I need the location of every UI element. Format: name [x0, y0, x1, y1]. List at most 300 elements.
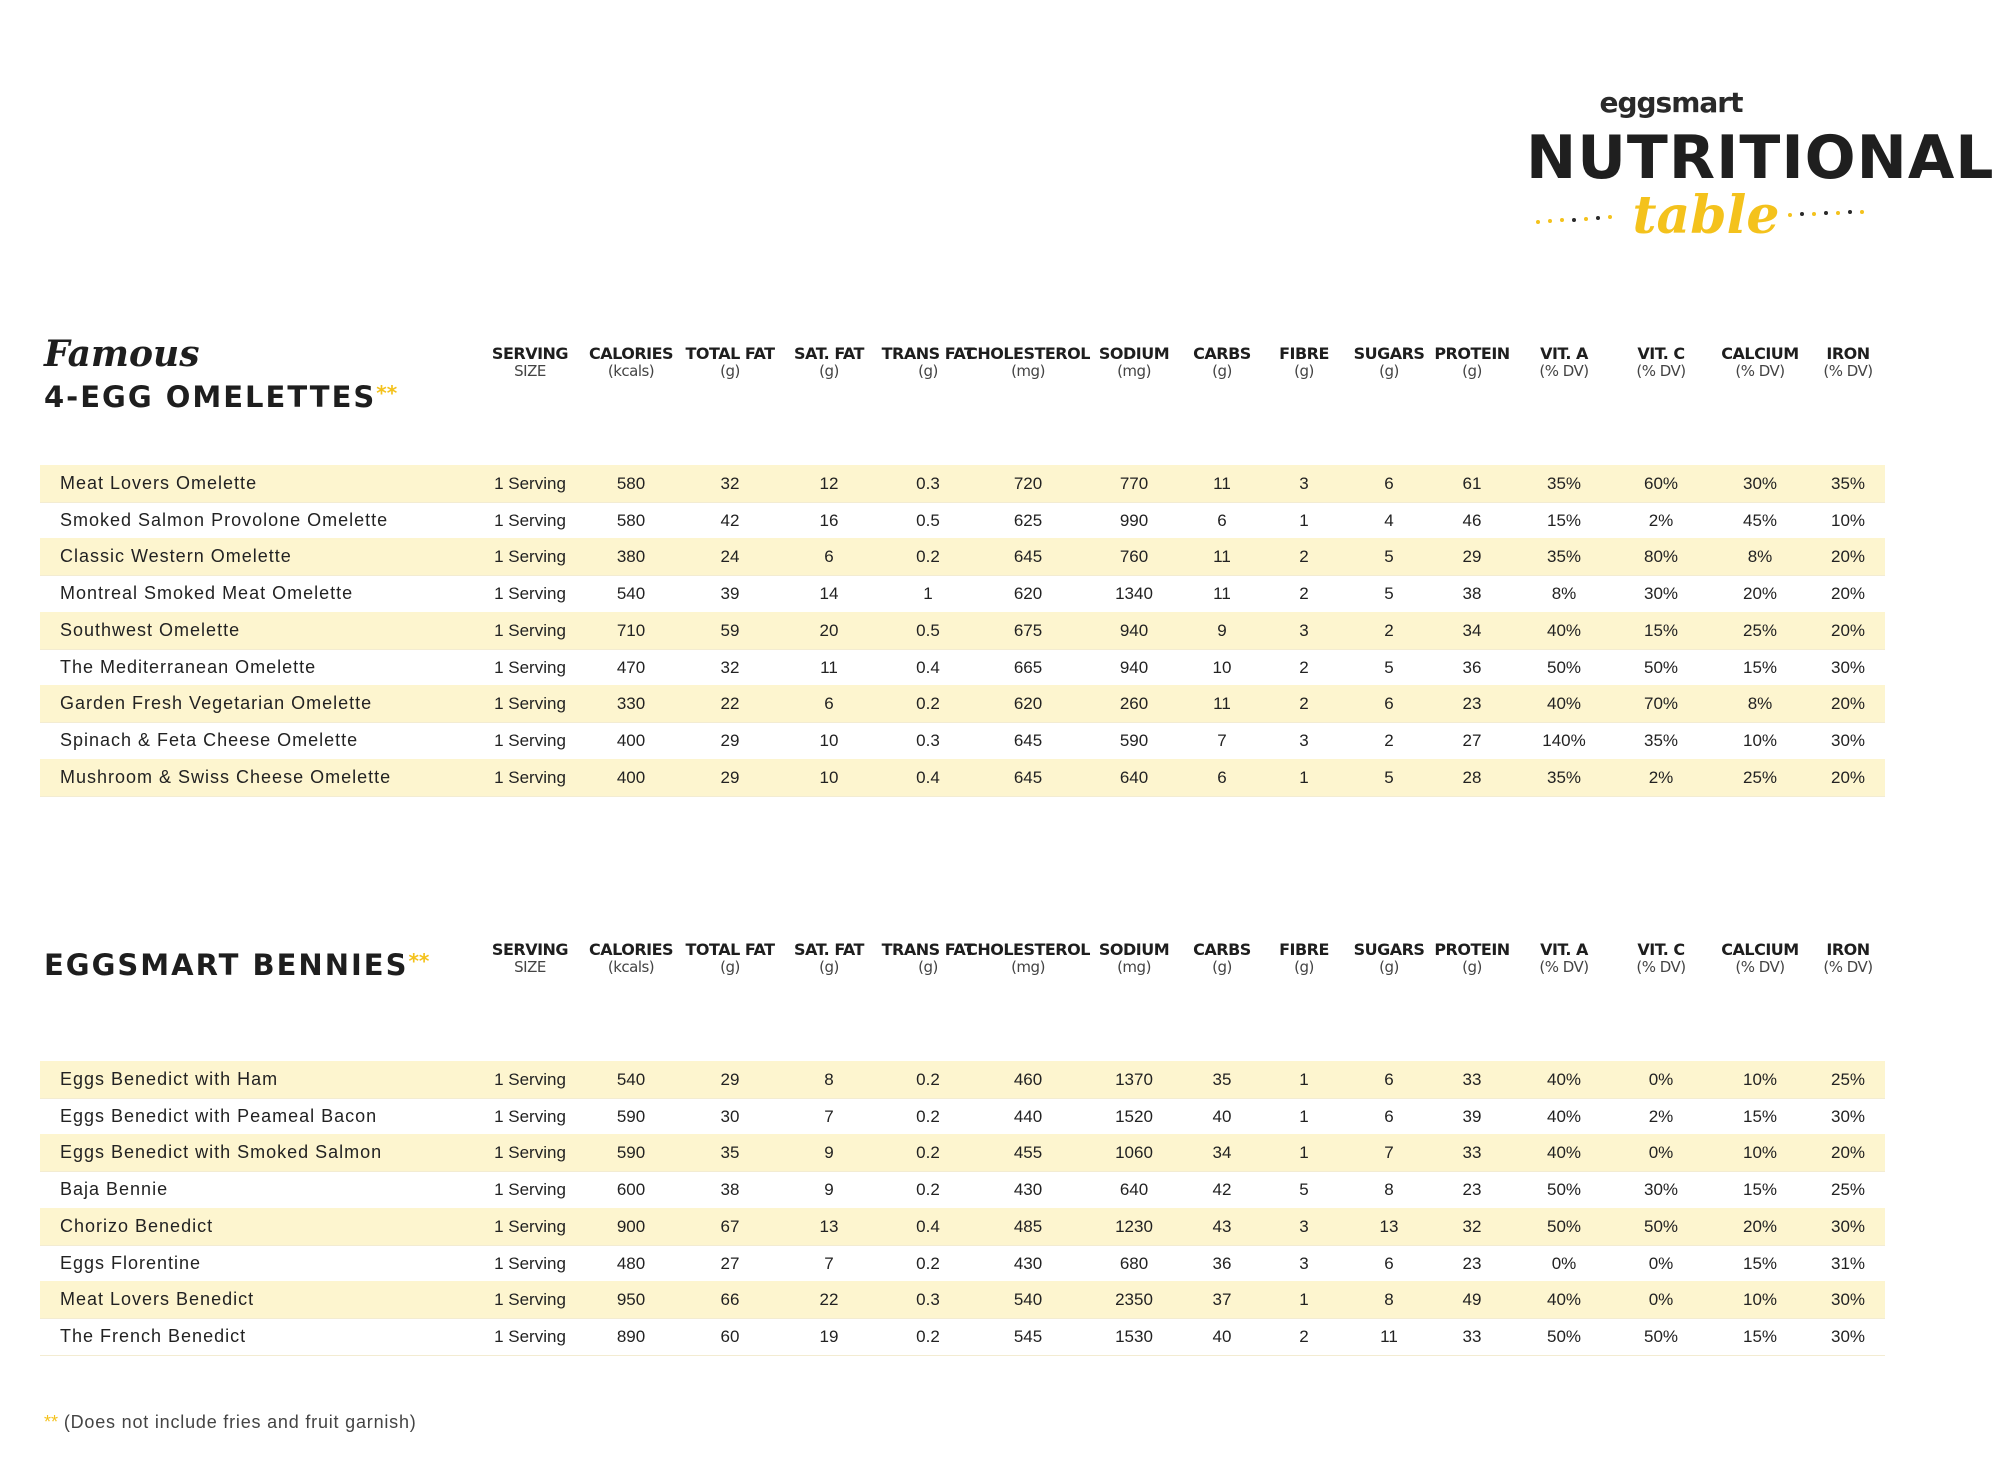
- table-cell: 1 Serving: [494, 730, 566, 750]
- table-cell: 15%: [1742, 1326, 1778, 1346]
- table-cell: 49: [1462, 1290, 1482, 1310]
- table-cell: 33: [1462, 1143, 1482, 1163]
- table-cell: 32: [1462, 1216, 1482, 1236]
- item-name: Montreal Smoked Meat Omelette: [60, 583, 354, 604]
- column-header: [1721, 941, 1798, 977]
- column-header-unit: (g): [1379, 362, 1399, 381]
- table-cell: 10%: [1742, 730, 1778, 750]
- table-cell: 1: [1299, 1143, 1309, 1163]
- table-cell: 6: [1384, 1070, 1394, 1089]
- table-cell: 12: [819, 474, 839, 493]
- table-cell: 260: [1119, 694, 1149, 714]
- table-cell: 36: [1212, 1253, 1232, 1273]
- column-header: [794, 345, 864, 381]
- table-cell: 6: [824, 694, 834, 714]
- column-header-label: VIT. C: [1637, 940, 1685, 959]
- table-cell: 20%: [1742, 1216, 1778, 1236]
- table-cell: 0.5: [916, 510, 940, 530]
- brand-subtitle: table: [1632, 185, 1780, 246]
- table-cell: 19: [819, 1326, 839, 1346]
- column-header-unit: (g): [1212, 362, 1232, 381]
- table-cell: 11: [1213, 547, 1231, 567]
- table-cell: 10%: [1742, 1143, 1778, 1163]
- table-cell: 540: [616, 1070, 646, 1089]
- table-cell: 8%: [1747, 694, 1773, 714]
- column-header-label: TRANS FAT: [881, 940, 975, 959]
- table-cell: 39: [720, 584, 740, 604]
- column-header: [589, 345, 673, 381]
- column-header-label: SODIUM: [1098, 344, 1170, 363]
- table-cell: 2: [1299, 1326, 1309, 1346]
- table-cell: 30%: [1830, 1326, 1866, 1346]
- table-cell: 23: [1462, 1253, 1482, 1273]
- table-cell: 6: [1384, 694, 1394, 714]
- footnote-stars: **: [44, 1412, 59, 1432]
- section-title: [44, 382, 397, 414]
- table-cell: 0.4: [916, 657, 940, 677]
- table-cell: 5: [1384, 657, 1394, 677]
- column-header-unit: (g): [1379, 958, 1399, 977]
- table-cell: 455: [1013, 1143, 1043, 1163]
- table-cell: 20%: [1830, 620, 1866, 640]
- table-row: [40, 465, 1885, 503]
- column-header-label: VIT. A: [1540, 940, 1588, 959]
- table-cell: 20%: [1830, 584, 1866, 604]
- table-cell: 590: [1119, 730, 1149, 750]
- table-cell: 29: [720, 767, 740, 787]
- table-cell: 1: [1299, 1106, 1309, 1126]
- table-cell: 40%: [1546, 620, 1582, 640]
- table-cell: 50%: [1546, 657, 1582, 677]
- table-cell: 7: [824, 1106, 834, 1126]
- table-cell: 67: [720, 1216, 740, 1236]
- table-cell: 600: [616, 1180, 646, 1200]
- table-cell: 6: [1384, 1106, 1394, 1126]
- table-cell: 380: [616, 547, 646, 567]
- table-cell: 9: [824, 1180, 834, 1200]
- column-header: [1823, 345, 1872, 381]
- table-cell: 11: [820, 657, 838, 677]
- table-cell: 40%: [1546, 1106, 1582, 1126]
- table-cell: 15%: [1742, 657, 1778, 677]
- column-header-label: SUGARS: [1353, 344, 1425, 363]
- column-header-label: SAT. FAT: [794, 940, 864, 959]
- column-header: [1636, 345, 1685, 381]
- column-header: [966, 941, 1090, 977]
- table-cell: 6: [1217, 767, 1227, 787]
- table-cell: 0.3: [916, 1290, 940, 1310]
- item-name: Eggs Benedict with Ham: [60, 1069, 279, 1089]
- table-cell: 1 Serving: [494, 694, 566, 714]
- footnote: [44, 1412, 417, 1433]
- table-cell: 720: [1013, 474, 1043, 493]
- table-cell: 1 Serving: [494, 1253, 566, 1273]
- column-header-unit: (kcals): [607, 958, 655, 977]
- table-cell: 1: [1299, 767, 1309, 787]
- table-cell: 1370: [1115, 1070, 1153, 1089]
- table-cell: 900: [616, 1216, 646, 1236]
- table-cell: 40: [1212, 1106, 1232, 1126]
- table-cell: 35: [1212, 1070, 1232, 1089]
- column-header-label: SERVING: [491, 344, 569, 363]
- column-header-label: PROTEIN: [1434, 940, 1510, 959]
- table-cell: 33: [1462, 1326, 1482, 1346]
- table-cell: 1060: [1115, 1143, 1153, 1163]
- table-cell: 545: [1013, 1326, 1043, 1346]
- table-cell: 15%: [1742, 1106, 1778, 1126]
- table-cell: 1 Serving: [494, 547, 566, 567]
- column-header-label: IRON: [1826, 344, 1870, 363]
- table-cell: 23: [1462, 1180, 1482, 1200]
- table-cell: 0%: [1648, 1070, 1674, 1089]
- table-cell: 20%: [1830, 1143, 1866, 1163]
- table-cell: 30%: [1830, 657, 1866, 677]
- table-cell: 61: [1462, 474, 1482, 493]
- table-cell: 20%: [1830, 547, 1866, 567]
- table-cell: 665: [1013, 657, 1043, 677]
- table-cell: 8: [1384, 1290, 1394, 1310]
- table-cell: 8: [1384, 1180, 1394, 1200]
- column-header: [1193, 345, 1251, 381]
- table-cell: 770: [1119, 474, 1149, 493]
- column-header-unit: (g): [819, 958, 839, 977]
- item-name: Eggs Florentine: [60, 1252, 202, 1273]
- table-cell: 13: [819, 1216, 839, 1236]
- table-cell: 0.4: [916, 767, 940, 787]
- table-cell: 400: [616, 767, 646, 787]
- column-header-label: TOTAL FAT: [685, 940, 775, 959]
- table-cell: 50%: [1546, 1216, 1582, 1236]
- table-cell: 620: [1013, 694, 1043, 714]
- column-header: [1354, 941, 1425, 977]
- column-header-unit: (g): [1294, 362, 1314, 381]
- column-header-unit: (% DV): [1823, 958, 1873, 977]
- item-name: Smoked Salmon Provolone Omelette: [60, 509, 389, 530]
- table-cell: 27: [720, 1253, 740, 1273]
- table-cell: 625: [1013, 510, 1043, 530]
- table-cell: 140%: [1542, 730, 1586, 750]
- table-cell: 0.3: [916, 730, 940, 750]
- table-cell: 25%: [1830, 1180, 1866, 1200]
- table-cell: 25%: [1742, 767, 1778, 787]
- table-row: [40, 1098, 1885, 1136]
- table-cell: 46: [1462, 510, 1482, 530]
- item-name: The Mediterranean Omelette: [60, 656, 317, 677]
- column-header-unit: (mg): [1117, 958, 1151, 977]
- table-cell: 640: [1119, 1180, 1149, 1200]
- column-header-label: PROTEIN: [1434, 344, 1510, 363]
- column-header-unit: (% DV): [1735, 958, 1785, 977]
- table-cell: 10: [819, 767, 839, 787]
- column-header-label: TOTAL FAT: [685, 344, 775, 363]
- column-header: [1721, 345, 1798, 381]
- table-cell: 1520: [1115, 1106, 1153, 1126]
- table-cell: 80%: [1643, 547, 1679, 567]
- table-cell: 580: [616, 474, 646, 493]
- table-cell: 11: [1380, 1326, 1398, 1346]
- table-cell: 27: [1462, 730, 1482, 750]
- section-title-text: EGGSMART BENNIES: [44, 948, 409, 982]
- table-row: [40, 1208, 1885, 1246]
- column-header-label: VIT. C: [1637, 344, 1685, 363]
- table-cell: 30%: [1830, 730, 1866, 750]
- table-cell: 22: [720, 694, 740, 714]
- table-cell: 2%: [1648, 510, 1674, 530]
- table-cell: 3: [1299, 474, 1309, 493]
- table-cell: 0.3: [916, 474, 940, 493]
- section-title-text: 4-EGG OMELETTES: [44, 380, 377, 414]
- table-cell: 50%: [1643, 1216, 1679, 1236]
- table-cell: 1 Serving: [494, 1106, 566, 1126]
- column-header-unit: SIZE: [514, 362, 546, 381]
- table-cell: 38: [1462, 584, 1482, 604]
- column-header: [882, 941, 975, 977]
- column-header-unit: (% DV): [1636, 362, 1686, 381]
- table-cell: 4: [1384, 510, 1394, 530]
- table-cell: 675: [1013, 620, 1043, 640]
- table-cell: 33: [1462, 1070, 1482, 1089]
- column-header-label: CALCIUM: [1721, 940, 1799, 959]
- section-script-title: Famous: [44, 333, 200, 375]
- item-name: The French Benedict: [60, 1325, 247, 1346]
- table-cell: 10: [1212, 657, 1232, 677]
- column-header-unit: (g): [1462, 362, 1482, 381]
- item-name: Baja Bennie: [60, 1179, 169, 1200]
- table-row: [40, 612, 1885, 650]
- table-cell: 940: [1119, 657, 1149, 677]
- table-cell: 10: [819, 730, 839, 750]
- item-name: Southwest Omelette: [60, 619, 241, 640]
- table-row: [40, 502, 1885, 540]
- table-cell: 35%: [1643, 730, 1679, 750]
- column-header-label: FIBRE: [1279, 940, 1329, 959]
- table-row: [40, 649, 1885, 687]
- table-cell: 37: [1212, 1290, 1232, 1310]
- column-header-label: CARBS: [1193, 344, 1251, 363]
- table-cell: 0.5: [916, 620, 940, 640]
- column-header: [686, 941, 775, 977]
- table-cell: 40%: [1546, 694, 1582, 714]
- column-header-unit: (g): [918, 362, 938, 381]
- table-cell: 645: [1013, 730, 1043, 750]
- table-cell: 1 Serving: [494, 1180, 566, 1200]
- table-cell: 0.2: [916, 547, 940, 567]
- table-cell: 7: [824, 1253, 834, 1273]
- table-row: [40, 1171, 1885, 1209]
- table-cell: 620: [1013, 584, 1043, 604]
- table-cell: 3: [1299, 1253, 1309, 1273]
- table-cell: 1230: [1115, 1216, 1153, 1236]
- table-cell: 11: [1213, 584, 1231, 604]
- table-cell: 66: [720, 1290, 740, 1310]
- table-cell: 1: [1299, 1070, 1309, 1089]
- table-cell: 50%: [1546, 1326, 1582, 1346]
- table-cell: 1340: [1115, 584, 1153, 604]
- table-row: [40, 1245, 1885, 1283]
- column-header: [1099, 345, 1169, 381]
- table-cell: 645: [1013, 547, 1043, 567]
- column-header-unit: (g): [720, 958, 740, 977]
- item-name: Classic Western Omelette: [60, 546, 292, 567]
- table-cell: 8: [824, 1070, 834, 1089]
- table-cell: 35%: [1546, 547, 1582, 567]
- table-cell: 30: [720, 1106, 740, 1126]
- table-cell: 35%: [1546, 767, 1582, 787]
- table-row: [40, 1134, 1885, 1172]
- table-cell: 430: [1013, 1253, 1043, 1273]
- item-name: Meat Lovers Omelette: [60, 473, 258, 493]
- table-cell: 9: [824, 1143, 834, 1163]
- table-cell: 1: [923, 584, 933, 604]
- column-header-label: CALORIES: [588, 344, 674, 363]
- item-name: Meat Lovers Benedict: [60, 1289, 255, 1310]
- table-cell: 2: [1384, 620, 1394, 640]
- table-cell: 38: [720, 1180, 740, 1200]
- table-cell: 950: [616, 1290, 646, 1310]
- table-cell: 2: [1299, 584, 1309, 604]
- table-cell: 460: [1013, 1070, 1043, 1089]
- column-header-label: FIBRE: [1279, 344, 1329, 363]
- table-cell: 0.2: [916, 1253, 940, 1273]
- column-header-unit: SIZE: [514, 958, 546, 977]
- table-cell: 0.2: [916, 1143, 940, 1163]
- section-heading-omelettes: [44, 333, 398, 414]
- table-cell: 1 Serving: [494, 1143, 566, 1163]
- column-header-unit: (% DV): [1823, 362, 1873, 381]
- table-cell: 43: [1212, 1216, 1232, 1236]
- table-cell: 28: [1462, 767, 1482, 787]
- table-cell: 480: [616, 1253, 646, 1273]
- column-header-unit: (g): [918, 958, 938, 977]
- table-cell: 5: [1384, 767, 1394, 787]
- column-header-label: SUGARS: [1353, 940, 1425, 959]
- column-header: [1636, 941, 1685, 977]
- table-cell: 2: [1299, 657, 1309, 677]
- column-header-unit: (% DV): [1636, 958, 1686, 977]
- footnote-text: (Does not include fries and fruit garnish): [63, 1412, 417, 1432]
- brand-name: eggsmart: [1599, 86, 1743, 119]
- column-header-label: CALCIUM: [1721, 344, 1799, 363]
- table-cell: 540: [616, 584, 646, 604]
- column-header-unit: (g): [1462, 958, 1482, 977]
- table-cell: 3: [1299, 730, 1309, 750]
- column-header-label: SAT. FAT: [794, 344, 864, 363]
- item-name: Mushroom & Swiss Cheese Omelette: [60, 766, 392, 787]
- table-cell: 70%: [1643, 694, 1679, 714]
- table-cell: 24: [720, 547, 740, 567]
- table-cell: 1 Serving: [494, 1070, 566, 1089]
- table-cell: 30%: [1830, 1106, 1866, 1126]
- table-cell: 710: [616, 620, 646, 640]
- table-cell: 25%: [1830, 1070, 1866, 1089]
- table-cell: 1: [1299, 1290, 1309, 1310]
- column-header: [589, 941, 673, 977]
- table-cell: 20%: [1742, 584, 1778, 604]
- table-cell: 40%: [1546, 1290, 1582, 1310]
- table-cell: 540: [1013, 1290, 1043, 1310]
- column-header: [966, 345, 1090, 381]
- table-cell: 470: [616, 657, 646, 677]
- section-heading-bennies: [44, 950, 429, 982]
- table-cell: 15%: [1742, 1180, 1778, 1200]
- table-cell: 7: [1217, 730, 1227, 750]
- table-cell: 13: [1379, 1216, 1399, 1236]
- section-title: [44, 950, 429, 982]
- table-cell: 0%: [1648, 1253, 1674, 1273]
- table-cell: 30%: [1742, 474, 1778, 493]
- table-cell: 2: [1299, 694, 1309, 714]
- table-cell: 36: [1462, 657, 1482, 677]
- table-cell: 40%: [1546, 1070, 1582, 1089]
- table-cell: 0.2: [916, 1180, 940, 1200]
- section-title-stars: **: [376, 381, 398, 405]
- table-cell: 30%: [1830, 1216, 1866, 1236]
- table-cell: 34: [1212, 1143, 1232, 1163]
- table-cell: 640: [1119, 767, 1149, 787]
- table-cell: 15%: [1546, 510, 1582, 530]
- table-cell: 10%: [1742, 1070, 1778, 1089]
- table-cell: 1 Serving: [494, 474, 566, 493]
- column-header-unit: (g): [1294, 958, 1314, 977]
- table-cell: 430: [1013, 1180, 1043, 1200]
- table-cell: 35%: [1830, 474, 1866, 493]
- table-cell: 5: [1384, 584, 1394, 604]
- table-cell: 940: [1119, 620, 1149, 640]
- brand-title: NUTRITIONAL: [1526, 123, 1995, 193]
- section-title-stars: **: [408, 949, 430, 973]
- table-cell: 6: [1217, 510, 1227, 530]
- table-cell: 2: [1299, 547, 1309, 567]
- table-cell: 9: [1217, 620, 1227, 640]
- column-header: [1823, 941, 1872, 977]
- table-cell: 40%: [1546, 1143, 1582, 1163]
- column-header-unit: (g): [1212, 958, 1232, 977]
- table-cell: 50%: [1643, 1326, 1679, 1346]
- column-header: [794, 941, 864, 977]
- table-cell: 990: [1119, 510, 1149, 530]
- column-header: [1434, 345, 1509, 381]
- column-header-unit: (mg): [1011, 958, 1045, 977]
- table-cell: 42: [1212, 1180, 1232, 1200]
- table-cell: 14: [819, 584, 839, 604]
- column-header-unit: (g): [819, 362, 839, 381]
- table-row: [40, 538, 1885, 576]
- table-cell: 8%: [1551, 584, 1577, 604]
- table-cell: 0.2: [916, 1326, 940, 1346]
- table-cell: 20: [819, 620, 839, 640]
- table-cell: 5: [1384, 547, 1394, 567]
- column-header-label: CHOLESTEROL: [966, 344, 1090, 363]
- item-name: Eggs Benedict with Peameal Bacon: [60, 1105, 378, 1126]
- table-cell: 0%: [1648, 1143, 1674, 1163]
- column-header: [1279, 345, 1329, 381]
- table-cell: 580: [616, 510, 646, 530]
- table-cell: 0%: [1648, 1290, 1674, 1310]
- table-row: [40, 1281, 1885, 1319]
- column-header-unit: (% DV): [1539, 958, 1589, 977]
- table-cell: 440: [1013, 1106, 1043, 1126]
- column-header-label: CARBS: [1193, 940, 1251, 959]
- table-cell: 680: [1119, 1253, 1149, 1273]
- table-cell: 2%: [1648, 1106, 1674, 1126]
- table-row: [40, 759, 1885, 797]
- table-row: [40, 1318, 1885, 1356]
- table-cell: 1530: [1115, 1326, 1153, 1346]
- table-row: [40, 575, 1885, 613]
- table-cell: 11: [1213, 474, 1231, 493]
- table-cell: 485: [1013, 1216, 1043, 1236]
- column-header-label: SODIUM: [1098, 940, 1170, 959]
